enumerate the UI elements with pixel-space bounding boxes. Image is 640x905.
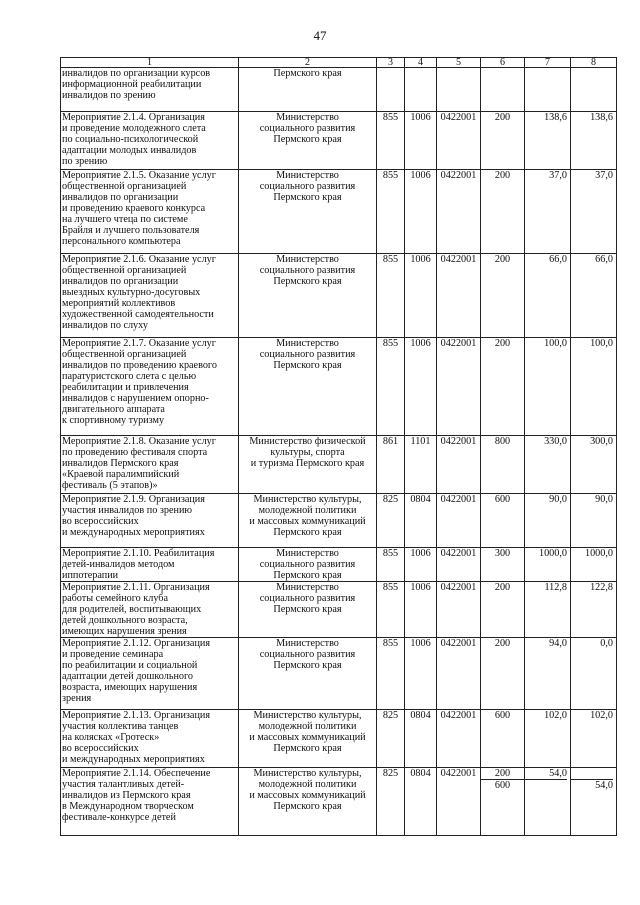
- event-line: адаптации детей дошкольного: [62, 671, 194, 682]
- amount-cell: [571, 254, 617, 338]
- amount-cell: [571, 768, 617, 836]
- amount-cell: [571, 638, 617, 710]
- admin-code-cell: [377, 68, 405, 112]
- amount-cell-value: 138,6: [544, 112, 567, 123]
- amount-cell-value: 94,0: [549, 638, 567, 649]
- expense-type-cell-value: 200: [494, 638, 511, 649]
- event-line: Мероприятие 2.1.4. Организация: [62, 112, 205, 123]
- event-line: возраста, имеющих нарушения: [62, 682, 198, 693]
- event-line: инвалидов по организации курсов: [62, 68, 211, 79]
- event-line: зрения: [62, 693, 92, 704]
- amount-cell: [525, 710, 571, 768]
- event-line: адаптации молодых инвалидов: [62, 145, 197, 156]
- event-line: паратуристского слета с целью: [62, 371, 197, 382]
- amount-cell-value: 54,0: [549, 768, 567, 779]
- event-line: Мероприятие 2.1.13. Организация: [62, 710, 211, 721]
- target-code-cell: 0422001: [437, 170, 481, 254]
- amount-cell-value: 1000,0: [584, 548, 613, 559]
- event-line: для родителей, воспитывающих: [62, 604, 202, 615]
- event-line: к спортивному туризму: [62, 415, 165, 426]
- section-code-cell: 0804: [405, 768, 437, 836]
- ministry-line: социального развития: [259, 123, 356, 134]
- expense-type-cell-value: 600: [494, 710, 511, 721]
- target-code-cell: 0422001: [437, 112, 481, 170]
- expense-type-cell-value: 300: [494, 548, 511, 559]
- amount-cell: [525, 638, 571, 710]
- amount-cell: [525, 170, 571, 254]
- event-line: имеющих нарушения зрения: [62, 626, 187, 637]
- expense-type-cell-value: 200: [494, 338, 511, 349]
- amount-cell: [571, 170, 617, 254]
- table-row: [61, 254, 617, 338]
- amount-cell: [571, 112, 617, 170]
- amount-cell: [525, 494, 571, 548]
- column-header: 1: [61, 58, 239, 68]
- amount-cell: [525, 548, 571, 582]
- event-line: Мероприятие 2.1.10. Реабилитация: [62, 548, 215, 559]
- target-code-cell: 0422001: [437, 710, 481, 768]
- amount-cell-value: [571, 768, 613, 779]
- event-line: Мероприятие 2.1.9. Организация: [62, 494, 205, 505]
- event-line: инвалидов по слуху: [62, 320, 148, 331]
- event-line: общественной организацией: [62, 265, 187, 276]
- event-line: детей-инвалидов методом: [62, 559, 175, 570]
- section-code-cell: 1006: [405, 548, 437, 582]
- event-line: фестивале-конкурсе детей: [62, 812, 176, 823]
- table-row: [61, 338, 617, 436]
- ministry-line: социального развития: [259, 649, 356, 660]
- budget-table: [60, 57, 617, 836]
- ministry-line: Министерство: [276, 254, 339, 265]
- section-code-cell: [405, 68, 437, 112]
- event-line: по проведению фестиваля спорта: [62, 447, 208, 458]
- ministry-line: Министерство культуры,: [253, 494, 362, 505]
- expense-type-cell-value: 600: [494, 494, 511, 505]
- event-line: работы семейного клуба: [62, 593, 168, 604]
- ministry-line: социального развития: [259, 265, 356, 276]
- amount-cell-value: [525, 779, 567, 791]
- event-cell: [61, 112, 239, 170]
- ministry-cell: [239, 68, 377, 112]
- event-line: Мероприятие 2.1.8. Оказание услуг: [62, 436, 216, 447]
- expense-type-cell: [481, 68, 525, 112]
- expense-type-cell: [481, 170, 525, 254]
- amount-cell-value: 100,0: [544, 338, 567, 349]
- admin-code-cell: 855: [377, 638, 405, 710]
- ministry-line: Пермского края: [273, 527, 342, 538]
- ministry-line: и массовых коммуникаций: [249, 732, 366, 743]
- amount-cell: [571, 494, 617, 548]
- event-line: иппотерапии: [62, 570, 119, 581]
- column-header-row: [61, 58, 617, 68]
- target-code-cell: 0422001: [437, 254, 481, 338]
- amount-cell-value: 100,0: [590, 338, 613, 349]
- expense-type-cell-value: 200: [494, 170, 511, 181]
- event-cell: [61, 638, 239, 710]
- amount-cell: [525, 254, 571, 338]
- table-row: [61, 494, 617, 548]
- table-row: [61, 548, 617, 582]
- event-cell: [61, 170, 239, 254]
- event-cell: [61, 338, 239, 436]
- expense-type-cell-value: 600: [481, 779, 524, 791]
- admin-code-cell: 825: [377, 494, 405, 548]
- admin-code-cell: 855: [377, 338, 405, 436]
- amount-cell-value: [572, 68, 613, 79]
- amount-cell-value: 90,0: [595, 494, 613, 505]
- column-header: 7: [525, 58, 571, 68]
- ministry-line: и массовых коммуникаций: [249, 790, 366, 801]
- target-code-cell: 0422001: [437, 338, 481, 436]
- event-line: инвалидов Пермского края: [62, 458, 179, 469]
- expense-type-cell-value: [482, 68, 523, 79]
- ministry-line: Министерство: [276, 638, 339, 649]
- event-line: участия талантливых детей-: [62, 779, 185, 790]
- admin-code-cell: 825: [377, 710, 405, 768]
- event-line: выездных культурно-досуговых: [62, 287, 201, 298]
- ministry-line: социального развития: [259, 593, 356, 604]
- ministry-line: Министерство: [276, 112, 339, 123]
- ministry-cell: [239, 494, 377, 548]
- event-line: фестиваль (5 этапов)»: [62, 480, 158, 491]
- amount-cell: [525, 768, 571, 836]
- event-line: детей дошкольного возраста,: [62, 615, 188, 626]
- ministry-line: Министерство: [276, 582, 339, 593]
- event-line: и проведению краевого конкурса: [62, 203, 206, 214]
- column-header: 5: [437, 58, 481, 68]
- expense-type-cell-value: 200: [494, 254, 511, 265]
- event-line: художественной самодеятельности: [62, 309, 214, 320]
- event-cell: [61, 582, 239, 638]
- ministry-line: молодежной политики: [258, 779, 357, 790]
- ministry-line: и туризма Пермского края: [250, 458, 365, 469]
- event-line: Мероприятие 2.1.5. Оказание услуг: [62, 170, 216, 181]
- target-code-cell: 0422001: [437, 494, 481, 548]
- ministry-line: Министерство культуры,: [253, 768, 362, 779]
- amount-cell-value: 37,0: [595, 170, 613, 181]
- amount-cell: [571, 548, 617, 582]
- event-line: на колясках «Гротеск»: [62, 732, 160, 743]
- event-line: и международных мероприятиях: [62, 527, 205, 538]
- event-cell: [61, 710, 239, 768]
- ministry-line: социального развития: [259, 559, 356, 570]
- target-code-cell: 0422001: [437, 768, 481, 836]
- event-cell: [61, 68, 239, 112]
- ministry-line: Пермского края: [273, 570, 342, 581]
- amount-cell: [525, 68, 571, 112]
- ministry-cell: [239, 170, 377, 254]
- ministry-line: социального развития: [259, 181, 356, 192]
- amount-cell: [525, 112, 571, 170]
- section-code-cell: 0804: [405, 494, 437, 548]
- expense-type-cell: [481, 548, 525, 582]
- admin-code-cell: 855: [377, 548, 405, 582]
- table-row: [61, 710, 617, 768]
- admin-code-cell: 855: [377, 582, 405, 638]
- event-line: Брайля и лучшего пользователя: [62, 225, 200, 236]
- amount-cell-value: 54,0: [571, 779, 613, 791]
- ministry-line: культуры, спорта: [270, 447, 345, 458]
- target-code-cell: 0422001: [437, 436, 481, 494]
- table-row: [61, 768, 617, 836]
- event-line: «Краевой паралимпийский: [62, 469, 180, 480]
- expense-type-cell-value: 800: [494, 436, 511, 447]
- event-line: Мероприятие 2.1.6. Оказание услуг: [62, 254, 216, 265]
- admin-code-cell: 855: [377, 254, 405, 338]
- amount-cell: [525, 436, 571, 494]
- ministry-line: Пермского края: [273, 360, 342, 371]
- column-header: 3: [377, 58, 405, 68]
- event-line: во всероссийских: [62, 743, 139, 754]
- ministry-line: Министерство культуры,: [253, 710, 362, 721]
- event-line: персонального компьютера: [62, 236, 181, 247]
- expense-type-cell: [481, 494, 525, 548]
- ministry-line: Пермского края: [273, 801, 342, 812]
- ministry-line: молодежной политики: [258, 721, 357, 732]
- event-line: Мероприятие 2.1.12. Организация: [62, 638, 211, 649]
- table-row: [61, 68, 617, 112]
- expense-type-cell: [481, 638, 525, 710]
- ministry-line: Министерство: [276, 548, 339, 559]
- ministry-cell: [239, 638, 377, 710]
- event-line: по реабилитации и социальной: [62, 660, 198, 671]
- amount-cell-value: 0,0: [600, 638, 613, 649]
- expense-type-cell: [481, 582, 525, 638]
- table-row: [61, 170, 617, 254]
- amount-cell: [571, 582, 617, 638]
- ministry-line: и массовых коммуникаций: [249, 516, 366, 527]
- section-code-cell: 1006: [405, 170, 437, 254]
- event-line: по социально-психологической: [62, 134, 199, 145]
- table-row: [61, 638, 617, 710]
- event-line: и проведение семинара: [62, 649, 164, 660]
- event-cell: [61, 494, 239, 548]
- amount-cell-value: 112,8: [544, 582, 567, 593]
- ministry-line: Министерство: [276, 170, 339, 181]
- amount-cell: [525, 338, 571, 436]
- expense-type-cell: [481, 254, 525, 338]
- ministry-cell: [239, 254, 377, 338]
- target-code-cell: 0422001: [437, 638, 481, 710]
- event-line: инвалидов из Пермского края: [62, 790, 191, 801]
- event-line: и проведение молодежного слета: [62, 123, 206, 134]
- section-code-cell: 0804: [405, 710, 437, 768]
- section-code-cell: 1006: [405, 582, 437, 638]
- column-header: 2: [239, 58, 377, 68]
- column-header: 8: [571, 58, 617, 68]
- amount-cell-value: 90,0: [549, 494, 567, 505]
- ministry-line: Пермского края: [273, 68, 342, 79]
- event-line: в Международном творческом: [62, 801, 194, 812]
- expense-type-cell: [481, 338, 525, 436]
- event-line: информационной реабилитации: [62, 79, 202, 90]
- section-code-cell: 1101: [405, 436, 437, 494]
- ministry-line: молодежной политики: [258, 505, 357, 516]
- amount-cell: [571, 68, 617, 112]
- event-line: двигательного аппарата: [62, 404, 165, 415]
- event-line: инвалидов с нарушением опорно-: [62, 393, 209, 404]
- amount-cell-value: 37,0: [549, 170, 567, 181]
- event-line: участия коллектива танцев: [62, 721, 179, 732]
- ministry-line: Пермского края: [273, 743, 342, 754]
- expense-type-cell: [481, 768, 525, 836]
- event-line: общественной организацией: [62, 349, 187, 360]
- event-line: инвалидов по организации: [62, 192, 179, 203]
- event-cell: [61, 254, 239, 338]
- ministry-line: Пермского края: [273, 134, 342, 145]
- amount-cell-value: 66,0: [549, 254, 567, 265]
- admin-code-cell: 855: [377, 112, 405, 170]
- amount-cell-value: 1000,0: [538, 548, 567, 559]
- event-line: по зрению: [62, 156, 108, 167]
- table-row: [61, 436, 617, 494]
- event-line: мероприятий коллективов: [62, 298, 176, 309]
- expense-type-cell: [481, 112, 525, 170]
- amount-cell-value: 122,8: [590, 582, 613, 593]
- amount-cell: [571, 710, 617, 768]
- ministry-line: Пермского края: [273, 192, 342, 203]
- ministry-cell: [239, 436, 377, 494]
- table-row: [61, 112, 617, 170]
- ministry-line: Министерство физической: [249, 436, 366, 447]
- ministry-cell: [239, 338, 377, 436]
- page-number: 47: [313, 28, 327, 43]
- event-line: общественной организацией: [62, 181, 187, 192]
- event-cell: [61, 436, 239, 494]
- ministry-line: Пермского края: [273, 276, 342, 287]
- expense-type-cell: [481, 710, 525, 768]
- ministry-line: Пермского края: [273, 660, 342, 671]
- event-line: инвалидов по зрению: [62, 90, 156, 101]
- expense-type-cell-value: 200: [494, 582, 511, 593]
- target-code-cell: 0422001: [437, 582, 481, 638]
- admin-code-cell: 825: [377, 768, 405, 836]
- section-code-cell: 1006: [405, 254, 437, 338]
- column-header: 6: [481, 58, 525, 68]
- ministry-cell: [239, 112, 377, 170]
- target-code-cell: [437, 68, 481, 112]
- event-line: во всероссийских: [62, 516, 139, 527]
- expense-type-cell-value: 200: [494, 768, 511, 779]
- section-code-cell: 1006: [405, 112, 437, 170]
- ministry-line: Министерство: [276, 338, 339, 349]
- ministry-cell: [239, 710, 377, 768]
- ministry-cell: [239, 548, 377, 582]
- amount-cell-value: [526, 68, 567, 79]
- section-code-cell: 1006: [405, 338, 437, 436]
- event-line: Мероприятие 2.1.7. Оказание услуг: [62, 338, 216, 349]
- target-code-cell: 0422001: [437, 548, 481, 582]
- amount-cell: [571, 436, 617, 494]
- event-line: и международных мероприятиях: [62, 754, 205, 765]
- event-line: инвалидов по проведению краевого: [62, 360, 217, 371]
- event-line: Мероприятие 2.1.11. Организация: [62, 582, 210, 593]
- expense-type-cell-value: 200: [494, 112, 511, 123]
- ministry-cell: [239, 768, 377, 836]
- event-line: участия инвалидов по зрению: [62, 505, 193, 516]
- expense-type-cell: [481, 436, 525, 494]
- amount-cell-value: 66,0: [595, 254, 613, 265]
- admin-code-cell: 861: [377, 436, 405, 494]
- event-line: реабилитации и привлечения: [62, 382, 189, 393]
- section-code-cell: 1006: [405, 638, 437, 710]
- admin-code-cell: 855: [377, 170, 405, 254]
- ministry-cell: [239, 582, 377, 638]
- amount-cell-value: 138,6: [590, 112, 613, 123]
- amount-cell: [571, 338, 617, 436]
- event-cell: [61, 768, 239, 836]
- amount-cell-value: 102,0: [544, 710, 567, 721]
- amount-cell-value: 330,0: [544, 436, 567, 447]
- event-line: инвалидов по организации: [62, 276, 179, 287]
- event-cell: [61, 548, 239, 582]
- table-row: [61, 582, 617, 638]
- ministry-line: социального развития: [259, 349, 356, 360]
- ministry-line: Пермского края: [273, 604, 342, 615]
- event-line: Мероприятие 2.1.14. Обеспечение: [62, 768, 211, 779]
- column-header: 4: [405, 58, 437, 68]
- event-line: на лучшего чтеца по системе: [62, 214, 188, 225]
- amount-cell: [525, 582, 571, 638]
- amount-cell-value: 300,0: [590, 436, 613, 447]
- amount-cell-value: 102,0: [590, 710, 613, 721]
